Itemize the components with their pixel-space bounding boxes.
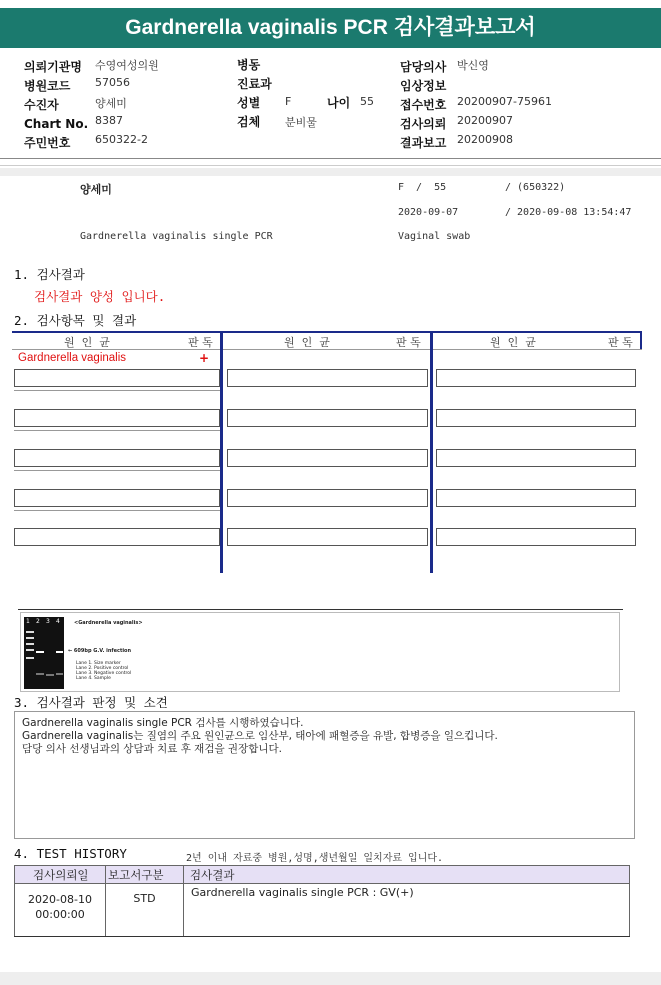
findings-line: Gardnerella vaginalis single PCR 검사를 시행하였습니다. <box>22 717 304 729</box>
history-bottom-line <box>14 936 630 937</box>
result-cell <box>14 528 220 546</box>
header-row <box>400 132 650 151</box>
patient-value: 양세미 <box>95 97 127 110</box>
history-header <box>14 865 630 884</box>
sex-value: F <box>285 95 292 108</box>
header-row <box>24 56 234 75</box>
result-cell <box>14 369 220 387</box>
gel-band <box>36 651 44 653</box>
history-col-date: 검사의뢰일 <box>33 868 89 882</box>
divider <box>0 158 661 159</box>
hospital-code-label: 병원코드 <box>24 79 71 93</box>
divider <box>0 168 661 176</box>
col-organism-header: 원 인 균 <box>490 336 536 349</box>
header-row <box>400 113 650 132</box>
gel-image <box>24 617 64 689</box>
hospital-name-label: 의뢰기관명 <box>24 60 82 74</box>
gel-legend-item: Lane 1. Size marker <box>76 661 121 666</box>
specimen-label: 검체 <box>237 115 261 129</box>
result-cell <box>14 409 220 427</box>
gel-band <box>56 673 63 675</box>
result-table-header <box>12 331 642 350</box>
col-organism-header: 원 인 균 <box>64 336 110 349</box>
result-cell <box>436 409 636 427</box>
row-line <box>14 470 220 471</box>
history-result: Gardnerella vaginalis single PCR : GV(+) <box>191 886 414 899</box>
chart-no-value: 8387 <box>95 114 123 127</box>
gel-legend-item: Lane 2. Positive control <box>76 666 129 671</box>
history-date: 2020-08-10 <box>28 893 92 906</box>
gel-legend-item: Lane 3. Negative control <box>76 671 132 676</box>
summary-id: / (650322) <box>505 182 566 193</box>
col-judge-header: 판 독 <box>608 336 633 349</box>
doctor-value: 박신영 <box>457 59 489 72</box>
section4-title: 4. TEST HISTORY <box>14 846 127 861</box>
result-cell <box>436 528 636 546</box>
history-col-type: 보고서구분 <box>108 868 164 882</box>
gel-band <box>26 631 34 633</box>
header-row <box>400 75 650 94</box>
header-col1 <box>24 56 234 151</box>
gel-band <box>46 674 54 676</box>
column-separator <box>14 865 15 937</box>
footer-band <box>0 972 661 985</box>
request-date-value: 20200907 <box>457 114 513 127</box>
summary-test-name: Gardnerella vaginalis single PCR <box>80 231 273 242</box>
patient-label: 수진자 <box>24 98 59 112</box>
dept-label: 진료과 <box>237 77 272 91</box>
header-row <box>24 132 234 151</box>
findings-line: 담당 의사 선생님과의 상담과 치료 후 재검을 권장합니다. <box>22 743 282 755</box>
column-separator <box>430 331 433 573</box>
history-note: 2년 이내 자료중 병원,성명,생년월일 일치자료 입니다. <box>186 853 444 864</box>
history-date-cell <box>16 892 104 922</box>
result-cell <box>227 409 428 427</box>
divider <box>0 165 661 166</box>
result-cell <box>436 369 636 387</box>
report-title: Gardnerella vaginalis PCR 검사결과보고서 <box>0 8 661 48</box>
result-cell <box>436 489 636 507</box>
hospital-name-value: 수영여성의원 <box>95 59 159 72</box>
gel-band <box>26 637 34 639</box>
column-separator <box>220 331 223 573</box>
gel-legend-item: Lane 4. Sample <box>76 676 111 681</box>
result-cell <box>227 528 428 546</box>
ward-label: 병동 <box>237 58 261 72</box>
history-type: STD <box>133 892 156 905</box>
history-time: 00:00:00 <box>35 908 85 921</box>
clinical-info-label: 임상정보 <box>400 79 447 93</box>
request-date-label: 검사의뢰 <box>400 117 447 131</box>
report-date-value: 20200908 <box>457 133 513 146</box>
header-row <box>400 56 650 75</box>
col-judge-header: 판 독 <box>396 336 421 349</box>
lane-number: 1 <box>26 618 30 625</box>
doctor-label: 담당의사 <box>400 60 447 74</box>
age-value: 55 <box>360 95 374 108</box>
report-date-label: 결과보고 <box>400 136 447 150</box>
lane-number: 2 <box>36 618 40 625</box>
row-line <box>14 430 220 431</box>
col-organism-header: 원 인 균 <box>284 336 330 349</box>
findings-box <box>14 711 635 839</box>
column-separator <box>629 865 630 937</box>
gel-band-label: ← 609bp G.V. infection <box>68 648 132 654</box>
section2-title: 2. 검사항목 및 결과 <box>14 313 137 328</box>
history-col-result: 검사결과 <box>190 868 235 882</box>
header-row <box>24 75 234 94</box>
header-row <box>400 94 650 113</box>
gel-legend <box>76 661 131 681</box>
gel-heading: <Gardnerella vaginalis> <box>74 620 143 626</box>
resident-no-label: 주민번호 <box>24 136 71 150</box>
lane-number: 4 <box>56 618 60 625</box>
row-line <box>14 390 220 391</box>
result-cell <box>227 489 428 507</box>
sex-label: 성별 <box>237 96 261 110</box>
summary-sex-age: F / 55 <box>398 182 447 193</box>
section1-result: 검사결과 양성 입니다. <box>34 289 166 304</box>
result-cell <box>227 449 428 467</box>
summary-date1: 2020-09-07 <box>398 207 459 218</box>
col-judge-header: 판 독 <box>188 336 213 349</box>
accession-value: 20200907-75961 <box>457 95 552 108</box>
row1-organism: Gardnerella vaginalis <box>18 352 127 364</box>
header-row <box>24 113 234 132</box>
row-line <box>14 510 220 511</box>
summary-specimen: Vaginal swab <box>398 231 471 242</box>
hospital-code-value: 57056 <box>95 76 130 89</box>
specimen-value: 분비물 <box>285 116 317 129</box>
gel-band <box>26 649 34 651</box>
gel-band <box>26 643 34 645</box>
summary-name: 양세미 <box>80 183 112 196</box>
result-cell <box>227 369 428 387</box>
age-label: 나이 <box>327 96 351 110</box>
section1-title: 1. 검사결과 <box>14 267 85 282</box>
header-col3 <box>400 56 650 151</box>
lane-number: 3 <box>46 618 50 625</box>
header-row <box>24 94 234 113</box>
chart-no-label: Chart No. <box>24 117 89 131</box>
result-cell <box>436 449 636 467</box>
accession-label: 접수번호 <box>400 98 447 112</box>
gel-band <box>36 673 44 675</box>
row1-judge: + <box>199 351 210 365</box>
resident-no-value: 650322-2 <box>95 133 148 146</box>
gel-band <box>26 657 34 659</box>
summary-date2: / 2020-09-08 13:54:47 <box>505 207 632 218</box>
result-cell <box>14 449 220 467</box>
result-cell <box>14 489 220 507</box>
gel-band <box>56 651 63 653</box>
column-separator <box>183 865 184 937</box>
gel-top-line <box>18 609 623 610</box>
findings-line: Gardnerella vaginalis는 질염의 주요 원인균으로 임산부, 태아에 패혈증을 유발, 합병증을 일으킵니다. <box>22 730 498 742</box>
section3-title: 3. 검사결과 판정 및 소견 <box>14 695 168 710</box>
column-separator <box>640 331 642 349</box>
